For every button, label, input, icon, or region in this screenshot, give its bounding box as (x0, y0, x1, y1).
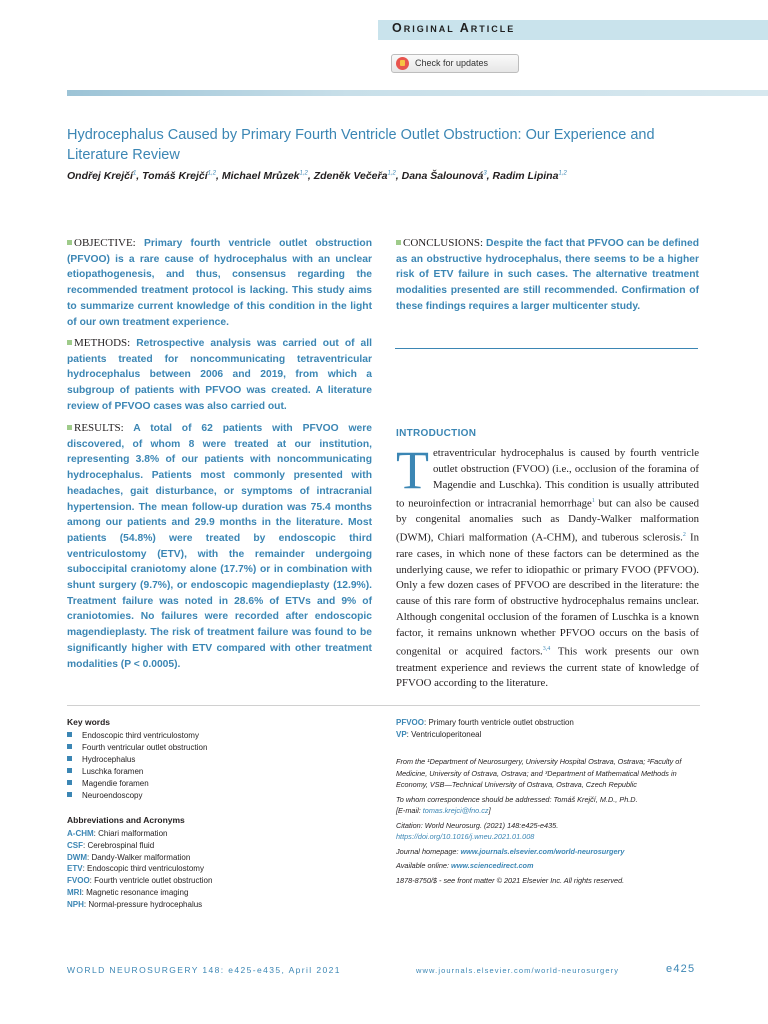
reference-mark[interactable]: 2 (682, 532, 686, 539)
reference-mark[interactable]: 1 (591, 497, 595, 504)
check-for-updates-label: Check for updates (415, 58, 489, 68)
abstract-results (67, 421, 372, 672)
abbreviation-key: MRI (67, 887, 82, 897)
keyword-text: Luschka foramen (82, 767, 144, 776)
keyword-item (67, 790, 207, 802)
affiliation-mark: 1,2 (558, 170, 567, 177)
abbreviation-item: DWM: Dandy-Walker malformation (67, 852, 191, 862)
abbreviation-value: Fourth ventricle outlet obstruction (94, 876, 213, 886)
keyword-item (67, 754, 207, 766)
abbreviation-value: Primary fourth ventricle outlet obstruction (428, 718, 574, 727)
author: Dana Šalounová (401, 170, 484, 182)
available-label: Available online: (396, 861, 452, 870)
footer-url[interactable]: www.journals.elsevier.com/world-neurosurgery (416, 966, 620, 975)
keyword-item (67, 730, 207, 742)
author: Ondřej Krejčí (67, 170, 133, 182)
keyword-text: Neuroendoscopy (82, 791, 143, 800)
introduction-text (396, 440, 699, 692)
author: Zdeněk Večeřa (313, 170, 388, 182)
abbreviation-value: Cerebrospinal fluid (87, 840, 155, 850)
abbreviation-key: ETV (67, 864, 83, 874)
abstract-methods (67, 336, 372, 415)
affiliation-mark: 3 (483, 170, 487, 177)
abbreviation-item: A-CHM: Chiari malformation (67, 829, 168, 838)
sciencedirect-link[interactable]: www.sciencedirect.com (451, 861, 534, 870)
email-close: ] (488, 806, 491, 815)
introduction-heading: INTRODUCTION (396, 428, 477, 439)
dropcap: T (396, 440, 429, 500)
keyword-item (67, 766, 207, 778)
intro-text-part: but can also be caused by congenital anomalies such as Dandy-Walker malformation (DWM), Chiari malformation (A-CHM), and tuberous sclerosis. (396, 497, 699, 544)
journal-homepage (396, 846, 701, 858)
results-label: RESULTS: (74, 422, 124, 434)
abbreviation-value: Normal-pressure hydrocephalus (88, 899, 203, 909)
abbreviation-value: Ventriculoperitoneal (411, 729, 482, 739)
keyword-text: Fourth ventricular outlet obstruction (82, 743, 208, 752)
correspondence (396, 794, 701, 817)
abbreviation-key: A-CHM (67, 829, 94, 838)
author: Tomáš Krejčí (142, 170, 208, 182)
abbreviation-key: PFVOO (396, 718, 425, 727)
keywords-heading: Key words (67, 717, 110, 727)
bullet-icon (67, 425, 72, 430)
abbreviation-item: FVOO: Fourth ventricle outlet obstruction (67, 876, 213, 886)
available-online (396, 860, 701, 872)
abbreviation-key: NPH (67, 899, 84, 909)
abbreviations-heading: Abbreviations and Acronyms (67, 815, 185, 825)
author-list: Ondřej Krejčí$^1$, Tomáš Krejčí$^{1,2}$, Michael Mrůzek$^{1,2}$, Zdeněk Večeřa$^{1,2}$, Dana Šalounová$^3$, Radim Lipina$^{1,2}$ (67, 170, 567, 182)
check-for-updates-button[interactable] (391, 54, 519, 73)
keyword-text: Hydrocephalus (82, 755, 136, 764)
citation (396, 820, 701, 843)
abbreviation-value: Magnetic resonance imaging (86, 887, 189, 897)
citation-text: Citation: World Neurosurg. (2021) 148:e425-e435. (396, 820, 559, 830)
reference-mark[interactable]: 3,4 (542, 646, 551, 653)
keyword-item (67, 778, 207, 790)
abbreviation-item: VP: Ventriculoperitoneal (396, 729, 482, 739)
bullet-icon (396, 240, 401, 245)
footer-journal-info: WORLD NEUROSURGERY 148: e425-e435, April 2021 (67, 965, 341, 975)
affiliation-mark: 1,2 (387, 170, 396, 177)
abbreviation-key: VP (396, 729, 407, 739)
abbreviation-value: Chiari malformation (98, 829, 168, 838)
bullet-icon (67, 240, 72, 245)
section-label: Original Article (392, 21, 516, 35)
copyright: 1878-8750/$ - see front matter © 2021 Elsevier Inc. All rights reserved. (396, 875, 625, 885)
bullet-icon (67, 340, 72, 345)
abbreviation-key: FVOO (67, 876, 90, 886)
bullet-icon (67, 768, 72, 773)
keyword-item (67, 742, 207, 754)
bullet-icon (67, 756, 72, 761)
doi-link[interactable]: https://doi.org/10.1016/j.wneu.2021.01.008 (396, 832, 535, 841)
intro-text-part: This work presents our own treatment experience and reviews the current state of knowledge of PFVOO according to the literature. (396, 645, 699, 690)
page-number: e425 (666, 963, 696, 975)
abbreviation-key: CSF (67, 840, 83, 850)
abbreviation-item: PFVOO: Primary fourth ventricle outlet obstruction (396, 718, 574, 727)
affiliation-mark: 1,2 (207, 170, 217, 177)
abstract-divider (395, 348, 698, 349)
journal-label: Journal homepage: (396, 846, 461, 856)
bullet-icon (67, 732, 72, 737)
abstract-conclusions (396, 236, 699, 315)
methods-label: METHODS: (74, 337, 131, 349)
bullet-icon (67, 792, 72, 797)
conclusions-text: Despite the fact that PFVOO can be defined as an obstructive hydrocephalus, there seems to be a higher risk of ETV failure in such cases. The alternative treatment modalities presented are still recommended. Confirmation of these findings requires a larger multicenter study. (396, 238, 699, 312)
article-notes (396, 756, 701, 889)
affiliation-mark: 1,2 (299, 170, 308, 177)
crossmark-icon (396, 57, 409, 70)
author: Radim Lipina (492, 170, 559, 182)
abbreviations-list (67, 828, 212, 911)
bullet-icon (67, 744, 72, 749)
abstract-objective (67, 236, 372, 330)
affiliations: From the ¹Department of Neurosurgery, University Hospital Ostrava, Ostrava; ²Faculty of Medicine, University of Ostrava, Ostrava; and ³Department of Mathematical Methods in Economy, VSB—Technical University of Ostrava, Ostrava, Czech Republic (396, 757, 682, 789)
author: Michael Mrůzek (221, 170, 300, 182)
results-text: A total of 62 patients with PFVOO were discovered, of whom 8 were treated at our institution, representing 3.8% of our patients with noncommunicating hydrocephalus. Patients most commonly presented with headaches, gait disturbance, or symptoms of intracranial hypertension. The mean follow-up duration was 75.4 months among our patients and 29.9 months in the literature. Most patients (54.8%) were treated by endoscopic third ventriculostomy (ETV), with the remainder undergoing suboccipital craniotomy alone (17.7%) or in combination with shunt surgery (9.7%), or endoscopic magendieplasty (12.9%). Treatment failure was noted in 28.6% of ETVs and 9% of craniotomies. No failures were recorded after endoscopic magendieplasty. The risk of treatment failure was found to be significantly higher with ETV compared with other treatment modalities (P < 0.0005). (67, 423, 372, 670)
journal-link[interactable]: www.journals.elsevier.com/world-neurosurgery (460, 846, 625, 856)
keyword-text: Magendie foramen (82, 779, 149, 788)
abbreviations-list-continued (396, 717, 574, 740)
intro-text-part: In rare cases, in which none of these factors can be determined as the underlying cause, we refer to idiopathic or primary FVOO (PFVOO). Only a few dozen cases of PFVOO are described in the literature: the cause of this rare form of obstructive hydrocephalus remains unclear. Although congenital occlusion of the foramen of Luschka is a known factor, it remains unknown whether PFVOO occurs on the basis of congenital or acquired factors. (396, 531, 699, 658)
conclusions-label: CONCLUSIONS: (403, 237, 484, 249)
abbreviation-item: MRI: Magnetic resonance imaging (67, 887, 189, 897)
objective-label: OBJECTIVE: (74, 237, 136, 249)
abbreviation-value: Dandy-Walker malformation (91, 852, 191, 862)
bullet-icon (67, 780, 72, 785)
keywords-list (67, 730, 207, 802)
article-title: Hydrocephalus Caused by Primary Fourth Ventricle Outlet Obstruction: Our Experience and Literature Review (67, 127, 655, 163)
affiliation-mark: 1 (132, 170, 137, 177)
header-rule (67, 90, 768, 96)
objective-text: Primary fourth ventricle outlet obstruction (PFVOO) is a rare cause of hydrocephalus with an unclear etiopathogenesis, and thus, consensus regarding the recommended treatment protocol is lacking. This study aims to summarize current knowledge of this condition in the light of our own treatment experience. (67, 238, 372, 328)
email-label: [E-mail: (396, 806, 423, 815)
abbreviation-key: DWM (67, 852, 87, 862)
intro-text-part: etraventricular hydrocephalus is caused by fourth ventricle outlet obstruction (FVOO) (i.e., occlusion of the foramina of Magendie and Luschka). This condition is usually attributed to neuroinfection or intracranial hemorrhage (396, 447, 699, 510)
email-link[interactable]: tomas.krejci@fno.cz (422, 806, 489, 815)
abbreviation-item: ETV: Endoscopic third ventriculostomy (67, 864, 204, 874)
correspondence-text: To whom correspondence should be addressed: Tomáš Krejčí, M.D., Ph.D. (396, 794, 638, 804)
methods-text: Retrospective analysis was carried out of all patients treated for noncommunicating tetraventricular hydrocephalus between 2006 and 2019, from which a subgroup of patients with PFVOO was created. A literature review of PFVOO cases was also carried out. (67, 338, 372, 412)
keyword-text: Endoscopic third ventriculostomy (82, 731, 199, 740)
abbreviation-item: NPH: Normal-pressure hydrocephalus (67, 899, 203, 909)
front-matter-divider (67, 705, 700, 706)
abbreviation-item: CSF: Cerebrospinal fluid (67, 840, 155, 850)
abbreviation-value: Endoscopic third ventriculostomy (87, 864, 204, 874)
